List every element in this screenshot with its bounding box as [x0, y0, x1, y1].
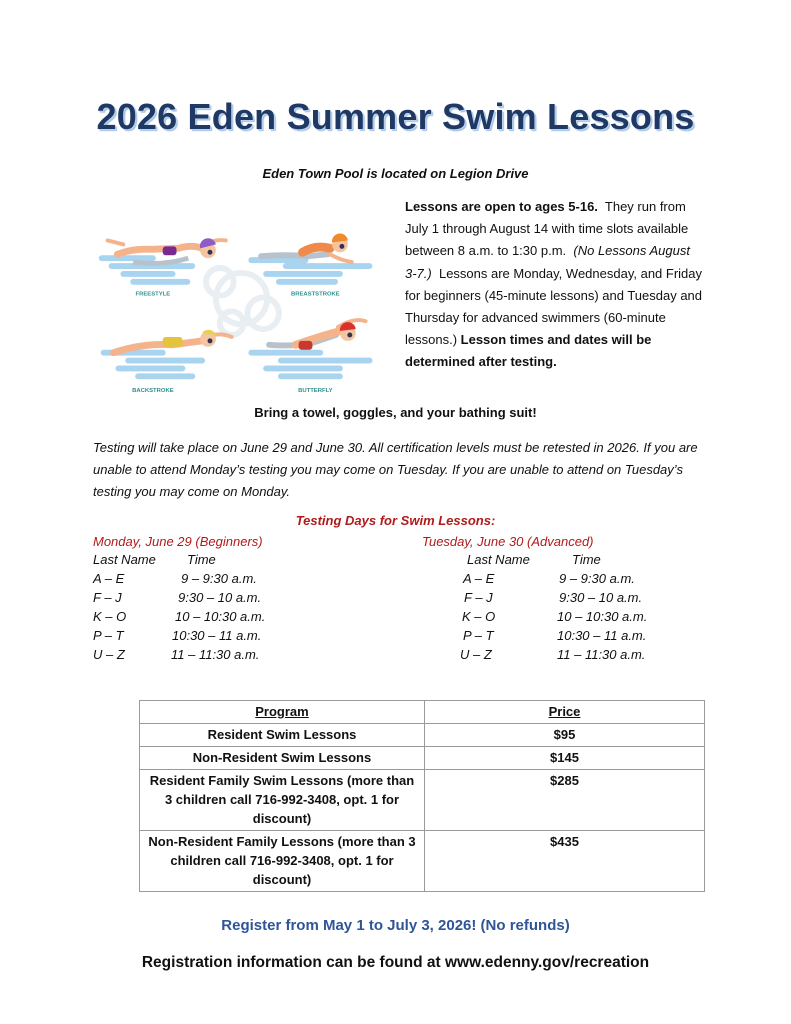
- butterfly-label: BUTTERFLY: [298, 388, 333, 395]
- time-slot: 9:30 – 10 a.m.: [178, 590, 262, 605]
- tuesday-schedule: [459, 552, 719, 672]
- price-row: [140, 831, 705, 892]
- testing-note: Testing will take place on June 29 and June 30. All certification levels must be retested in 2026. If you are unable to attend Monday’s testing you may come on Tuesday. If you are unable to attend on Tuesday’s testing you may come on Monday.: [93, 440, 698, 500]
- ages-statement: Lessons are open to ages 5-16.: [405, 199, 598, 214]
- col-last-name: Last Name: [93, 552, 156, 567]
- last-name-range: F – J: [464, 590, 493, 605]
- time-slot: 9:30 – 10 a.m.: [559, 590, 643, 605]
- program-name: Non-Resident Swim Lessons: [140, 747, 425, 770]
- last-name-range: U – Z: [460, 647, 492, 662]
- monday-schedule-title: Monday, June 29 (Beginners): [93, 534, 263, 549]
- time-slot: 10 – 10:30 a.m.: [557, 609, 648, 624]
- last-name-range: U – Z: [93, 647, 125, 662]
- program-price: $95: [425, 724, 705, 747]
- time-slot: 11 – 11:30 a.m.: [171, 647, 260, 662]
- program-price: $145: [425, 747, 705, 770]
- program-price: $435: [425, 831, 705, 892]
- col-time: Time: [572, 552, 601, 567]
- last-name-range: F – J: [93, 590, 122, 605]
- price-row: [140, 770, 705, 831]
- program-name: Resident Family Swim Lessons (more than 3 children call 716-992-3408, opt. 1 for discount): [140, 770, 425, 831]
- header-program: Program: [140, 701, 425, 724]
- time-slot: 10 – 10:30 a.m.: [175, 609, 266, 624]
- price-row: [140, 724, 705, 747]
- no-lessons-note: (No Lessons August 3-7.): [405, 243, 690, 281]
- determined-after-testing: Lesson times and dates will be determined after testing.: [405, 332, 652, 370]
- col-last-name: Last Name: [467, 552, 530, 567]
- bring-items-note: Bring a towel, goggles, and your bathing suit!: [254, 405, 537, 420]
- pool-location: Eden Town Pool is located on Legion Drive: [262, 166, 529, 181]
- program-name: Non-Resident Family Lessons (more than 3 children call 716-992-3408, opt. 1 for discount): [140, 831, 425, 892]
- price-table-header: [140, 701, 705, 724]
- swim-strokes-illustration: [93, 205, 390, 397]
- time-slot: 9 – 9:30 a.m.: [181, 571, 257, 586]
- last-name-range: P – T: [463, 628, 494, 643]
- header-price: Price: [425, 701, 705, 724]
- program-price: $285: [425, 770, 705, 831]
- testing-days-heading: Testing Days for Swim Lessons:: [295, 513, 496, 528]
- time-slot: 10:30 – 11 a.m.: [557, 628, 647, 643]
- schedule-text: Lessons are Monday, Wednesday, and Friday for beginners (45-minute lessons) and Tuesday and Thursday for advanced swimmers (60-minute lessons.): [405, 265, 703, 348]
- registration-info: Registration information can be found at www.edenny.gov/recreation: [141, 954, 650, 971]
- registration-dates: Register from May 1 to July 3, 2026! (No refunds): [221, 917, 570, 934]
- price-table: [139, 700, 705, 892]
- watermark: [206, 268, 279, 335]
- monday-schedule: [93, 552, 393, 672]
- col-time: Time: [187, 552, 216, 567]
- time-slot: 11 – 11:30 a.m.: [557, 647, 646, 662]
- last-name-range: A – E: [93, 571, 125, 586]
- price-row: [140, 747, 705, 770]
- last-name-range: K – O: [462, 609, 496, 624]
- backstroke-swimmer: [104, 330, 232, 377]
- run-dates-text: They run from July 1 through August 14 with time slots available between 8 a.m. to 1:30 p.m.: [405, 199, 689, 259]
- tuesday-schedule-title: Tuesday, June 30 (Advanced): [422, 534, 594, 549]
- page-title: 2026 Eden Summer Swim Lessons: [96, 96, 695, 137]
- breaststroke-swimmer: [251, 233, 369, 281]
- backstroke-label: BACKSTROKE: [132, 388, 174, 395]
- lesson-intro-paragraph: [405, 196, 705, 374]
- last-name-range: P – T: [93, 628, 124, 643]
- program-name: Resident Swim Lessons: [140, 724, 425, 747]
- time-slot: 10:30 – 11 a.m.: [172, 628, 262, 643]
- last-name-range: K – O: [93, 609, 127, 624]
- freestyle-label: FREESTYLE: [135, 291, 171, 298]
- time-slot: 9 – 9:30 a.m.: [559, 571, 635, 586]
- last-name-range: A – E: [463, 571, 495, 586]
- breaststroke-label: BREASTSTROKE: [290, 291, 340, 298]
